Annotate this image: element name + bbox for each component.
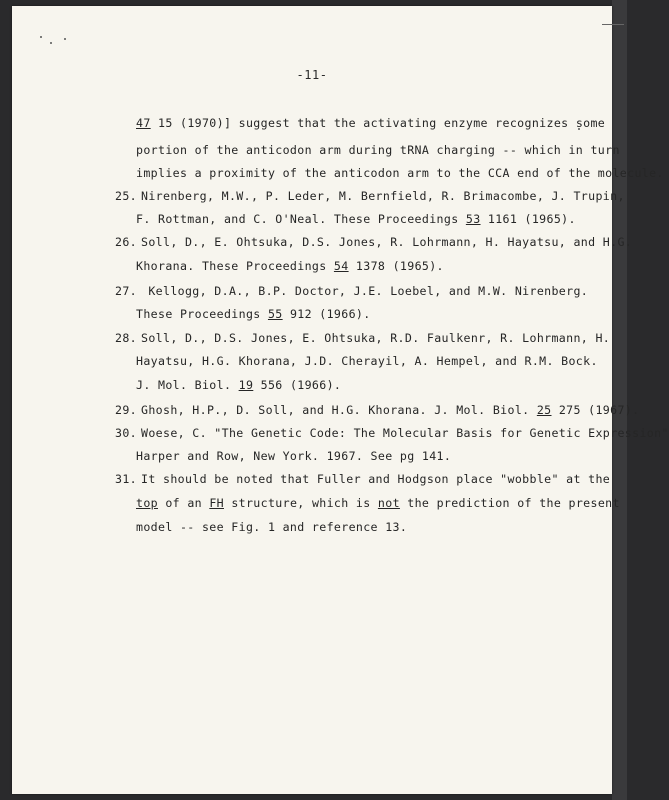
- reference-text: Nirenberg, M.W., P. Leder, M. Bernfield, R. Brimacombe, J. Trupin,: [141, 189, 625, 203]
- underlined-text: 54: [333, 259, 349, 273]
- reference-line: [115, 284, 588, 298]
- reference-line: [115, 189, 625, 203]
- reference-number: 28.: [115, 331, 137, 345]
- reference-line: [136, 259, 444, 273]
- underlined-text: FH: [209, 496, 224, 510]
- reference-text: Kellogg, D.A., B.P. Doctor, J.E. Loebel, and M.W. Nirenberg.: [141, 284, 589, 298]
- reference-number: 31.: [115, 472, 137, 486]
- underlined-text: not: [377, 496, 400, 510]
- reference-text: These Proceedings: [136, 307, 268, 321]
- reference-text: Harper and Row, New York. 1967. See pg 141.: [136, 449, 452, 463]
- page-number: -11-: [296, 68, 328, 82]
- scan-speck: [64, 38, 66, 40]
- reference-line: [136, 143, 620, 157]
- reference-text: implies a proximity of the anticodon arm to the CCA end of the molecule.: [136, 166, 664, 180]
- scan-speck: [50, 42, 52, 44]
- reference-line: [115, 331, 610, 345]
- reference-line: [136, 116, 605, 130]
- reference-line: [115, 426, 669, 440]
- reference-text: structure, which is: [223, 496, 378, 510]
- reference-line: [115, 403, 639, 417]
- reference-text: J. Mol. Biol.: [136, 378, 239, 392]
- reference-number: 25.: [115, 189, 137, 203]
- underlined-text: 47: [136, 116, 151, 130]
- reference-text: Hayatsu, H.G. Khorana, J.D. Cherayil, A. Hempel, and R.M. Bock.: [136, 354, 598, 368]
- reference-text: the prediction of the present: [399, 496, 620, 510]
- reference-text: It should be noted that Fuller and Hodgson place "wobble" at the: [141, 472, 611, 486]
- reference-line: [115, 235, 632, 249]
- reference-text: Khorana. These Proceedings: [136, 259, 334, 273]
- reference-text: Ghosh, H.P., D. Soll, and H.G. Khorana. J. Mol. Biol.: [141, 403, 537, 417]
- underlined-text: 19: [238, 378, 254, 392]
- reference-text: 912 (1966).: [282, 307, 371, 321]
- reference-text: Soll, D., E. Ohtsuka, D.S. Jones, R. Lohrmann, H. Hayatsu, and H.G.: [141, 235, 633, 249]
- reference-number: 27.: [115, 284, 137, 298]
- reference-text: 556 (1966).: [253, 378, 342, 392]
- reference-line: [136, 449, 451, 463]
- reference-text: portion of the anticodon arm during tRNA charging -- which in turn: [136, 143, 620, 157]
- underlined-text: 55: [267, 307, 283, 321]
- reference-text: Woese, C. "The Genetic Code: The Molecular Basis for Genetic Expression": [141, 426, 669, 440]
- reference-line: [136, 378, 341, 392]
- reference-line: [136, 307, 371, 321]
- reference-text: Soll, D., D.S. Jones, E. Ohtsuka, R.D. Faulkenr, R. Lohrmann, H.: [141, 331, 611, 345]
- reference-line: [136, 354, 598, 368]
- scan-background-edge: [612, 0, 627, 800]
- reference-number: 29.: [115, 403, 137, 417]
- reference-text: of an: [158, 496, 210, 510]
- reference-text: 275 (1967).: [551, 403, 640, 417]
- reference-line: [136, 520, 407, 534]
- reference-text: F. Rottman, and C. O'Neal. These Proceedings: [136, 212, 466, 226]
- reference-number: 30.: [115, 426, 137, 440]
- underlined-text: 53: [465, 212, 481, 226]
- scan-speck: [40, 36, 42, 38]
- document-page: [12, 6, 669, 794]
- reference-line: [136, 496, 620, 510]
- corner-mark: [602, 18, 624, 25]
- reference-text: 1161 (1965).: [480, 212, 576, 226]
- reference-number: 26.: [115, 235, 137, 249]
- underlined-text: top: [136, 496, 158, 510]
- reference-line: [136, 212, 576, 226]
- reference-line: [115, 472, 610, 486]
- reference-text: 15 (1970)] suggest that the activating enzyme recognizes some: [150, 116, 606, 130]
- underlined-text: 25: [536, 403, 552, 417]
- reference-text: model -- see Fig. 1 and reference 13.: [136, 520, 408, 534]
- reference-text: 1378 (1965).: [348, 259, 444, 273]
- reference-line: [136, 166, 664, 180]
